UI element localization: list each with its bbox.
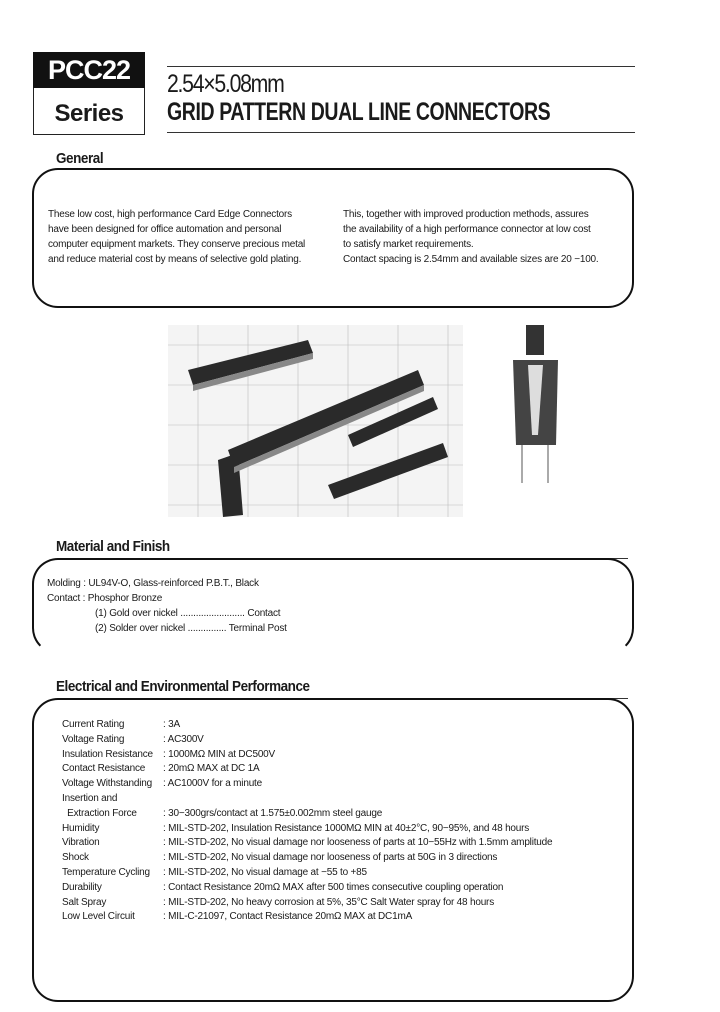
general-right-text [343,207,599,267]
spec-row [62,763,259,774]
spec-label: Temperature Cycling [62,867,150,878]
spec-row [62,719,180,730]
page-title: GRID PATTERN DUAL LINE CONNECTORS [167,98,551,126]
spec-value: : MIL-STD-202, No heavy corrosion at 5%, 35°C Salt Water spray for 48 hours [163,896,494,908]
spec-row [62,897,494,908]
spec-label: Shock [62,852,89,864]
spec-row [62,734,204,745]
spec-label: Contact Resistance [62,763,146,775]
spec-value: : AC300V [163,733,204,745]
spec-row [62,778,262,789]
paragraph-line: Contact spacing is 2.54mm and available sizes are 20 −100. [343,254,599,265]
material-box [32,558,634,654]
spec-label: Insulation Resistance [62,748,153,760]
divider [167,132,635,133]
material-molding: Molding : UL94V-O, Glass-reinforced P.B.T., Black [47,578,259,589]
spec-label: Salt Spray [62,896,107,908]
spec-label: Extraction Force [62,807,137,819]
paragraph-line: This, together with improved production methods, assures [343,209,589,220]
general-left-text [48,207,305,267]
paragraph-line: These low cost, high performance Card Edge Connectors [48,209,292,220]
electrical-heading: Electrical and Environmental Performance [56,678,310,695]
paragraph-line: the availability of a high performance connector at low cost [343,224,591,235]
paragraph-line: and reduce material cost by means of selective gold plating. [48,254,302,265]
spec-row [62,911,412,922]
spec-value: : MIL-STD-202, Insulation Resistance 1000MΩ MIN at 40±2°C, 90−95%, and 48 hours [163,822,530,834]
spec-row [62,882,503,893]
title-dimensions: 2.54×5.08mm [167,70,284,98]
spec-value: : MIL-STD-202, No visual damage nor looseness of parts at 50G in 3 directions [163,852,498,864]
spec-row [62,837,552,848]
spec-row [62,867,367,878]
series-label: Series [33,88,145,135]
spec-label: Insertion and [62,793,118,804]
spec-value: : AC1000V for a minute [163,778,262,790]
spec-row [62,793,163,804]
material-finish-1: (1) Gold over nickel ......................... Contact [95,608,281,619]
spec-label: Voltage Withstanding [62,778,152,790]
spec-value: : MIL-C-21097, Contact Resistance 20mΩ MAX at DC1mA [163,911,413,923]
spec-label: Vibration [62,837,100,849]
material-finish-2: (2) Solder over nickel ............... Terminal Post [95,623,287,634]
spec-value: : 1000MΩ MIN at DC500V [163,748,276,760]
spec-label: Humidity [62,822,100,834]
spec-row [62,852,497,863]
spec-value: : 3A [163,719,180,730]
material-heading: Material and Finish [56,538,170,555]
paragraph-line: to satisfy market requirements. [343,239,474,250]
spec-label: Current Rating [62,719,125,730]
spec-label: Low Level Circuit [62,911,135,923]
paragraph-line: computer equipment markets. They conserve precious metal [48,239,306,250]
spec-value: : 20mΩ MAX at DC 1A [163,763,260,775]
paragraph-line: have been designed for office automation and personal [48,224,282,235]
spec-value: : Contact Resistance 20mΩ MAX after 500 times consecutive coupling operation [163,881,504,893]
spec-value: : MIL-STD-202, No visual damage nor looseness of parts at 10−55Hz with 1.5mm amplitude [163,837,553,849]
series-code-badge: PCC22 [33,52,145,88]
spec-value: : MIL-STD-202, No visual damage at −55 to +85 [163,867,367,878]
spec-row [62,823,529,834]
spec-row [62,749,275,760]
connectors-photo [168,325,463,517]
contact-cross-section-image [508,325,563,485]
material-contact: Contact : Phosphor Bronze [47,593,163,604]
spec-label: Durability [62,881,102,893]
divider [167,66,635,67]
spec-label: Voltage Rating [62,733,125,745]
spec-row [62,808,382,819]
general-heading: General [56,150,104,167]
spec-value: : 30−300grs/contact at 1.575±0.002mm steel gauge [163,807,383,819]
